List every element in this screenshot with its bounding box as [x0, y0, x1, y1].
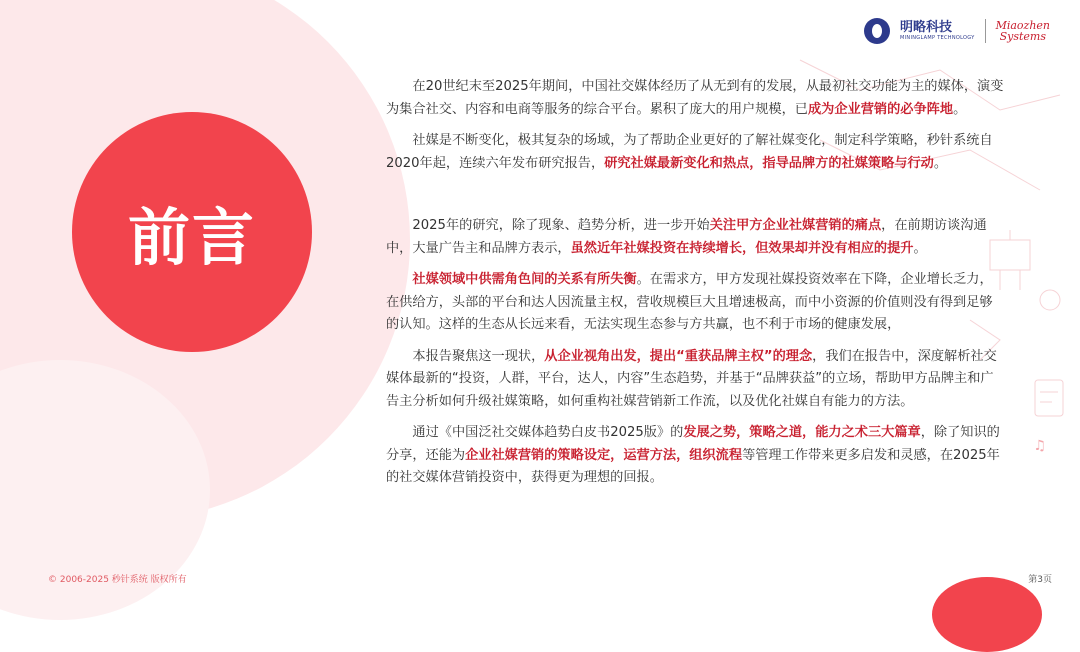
- logo-en-line1: Miaozhen: [995, 19, 1050, 32]
- paragraph-4: [386, 269, 1004, 337]
- highlight-text: 企业社媒营销的策略设定，运营方法，组织流程: [465, 447, 743, 463]
- paragraph-1: [386, 76, 1004, 121]
- paragraph-3: [386, 215, 1004, 260]
- preface-body: [386, 76, 1004, 499]
- body-text: ，在前期访谈沟通中，大量广告主和品牌方表示，: [386, 218, 987, 256]
- highlight-text: 从企业视角出发，提出“重获品牌主权”的理念: [544, 348, 813, 364]
- body-text: 2025年的研究，除了现象、趋势分析，进一步开始: [412, 218, 710, 233]
- body-text: 等管理工作带来更多启发和灵感，在2025年的社交媒体营销投资中，获得更为理想的回报。: [386, 447, 1000, 485]
- title-circle: [72, 112, 312, 352]
- body-text: 。: [953, 101, 967, 117]
- highlight-text: 研究社媒最新变化和热点，指导品牌方的社媒策略与行动: [604, 155, 934, 171]
- logo-divider: [985, 19, 986, 43]
- highlight-text: 发展之势，策略之道，能力之术三大篇章: [683, 425, 921, 440]
- body-text: 通过《中国泛社交媒体趋势白皮书2025版》的: [412, 425, 684, 440]
- highlight-text: 社媒领域中供需角色间的关系有所失衡: [412, 272, 637, 287]
- body-text: 本报告聚焦这一现状，: [412, 348, 545, 364]
- body-text: 。: [913, 240, 927, 256]
- highlight-text: 关注甲方企业社媒营销的痛点: [709, 218, 882, 233]
- corner-decoration: [932, 577, 1042, 652]
- paragraph-6: [386, 422, 1004, 490]
- body-text: ，除了知识的分享，还能为: [386, 425, 1000, 463]
- body-text: 在20世纪末至2025年期间，中国社交媒体经历了从无到有的发展，从最初社交功能为主的媒体，演变为集合社交、内容和电商等服务的综合平台。累积了庞大的用户规模，已: [386, 79, 1004, 117]
- music-note-icon: ♫: [1033, 438, 1046, 454]
- copyright-text: © 2006-2025 秒针系统 版权所有: [48, 575, 187, 585]
- body-text: ，我们在报告中，深度解析社交媒体最新的“投资，人群，平台，达人，内容”生态趋势，并基于“品牌获益”的立场，帮助甲方品牌主和广告主分析如何升级社媒策略，如何重构社媒营销新工作流，以及优化社媒自有能力的方法。: [386, 348, 997, 409]
- highlight-text: 成为企业营销的必争阵地: [808, 101, 954, 117]
- body-text: 社媒是不断变化，极其复杂的场域，为了帮助企业更好的了解社媒变化，制定科学策略，秒针系统自2020年起，连续六年发布研究报告，: [386, 133, 993, 171]
- highlight-text: 虽然近年社媒投资在持续增长，但效果却并没有相应的提升: [570, 240, 914, 256]
- header-logos: [864, 18, 1050, 44]
- page-title: 前言: [127, 200, 256, 274]
- logo-mark-icon: [864, 18, 890, 44]
- page-number: 第3页: [1028, 575, 1052, 585]
- logo-en-line2: Systems: [999, 30, 1046, 43]
- miaozhen-logo: [996, 20, 1050, 42]
- mininglamp-logo: [900, 21, 975, 41]
- paragraph-2: [386, 130, 1004, 175]
- paragraph-5: [386, 346, 1004, 414]
- logo-cn-sub: MININGLAMP TECHNOLOGY: [900, 35, 975, 41]
- logo-cn-name: 明略科技: [900, 20, 953, 35]
- body-text: 。在需求方，甲方发现社媒投资效率在下降，企业增长乏力，在供给方，头部的平台和达人因流量主权，营收规模巨大且增速极高，而中小资源的价值则没有得到足够的认知。这样的生态从长远来看，无法实现生态参与方共赢，也不利于市场的健康发展，: [386, 272, 993, 332]
- body-text: 。: [933, 155, 948, 171]
